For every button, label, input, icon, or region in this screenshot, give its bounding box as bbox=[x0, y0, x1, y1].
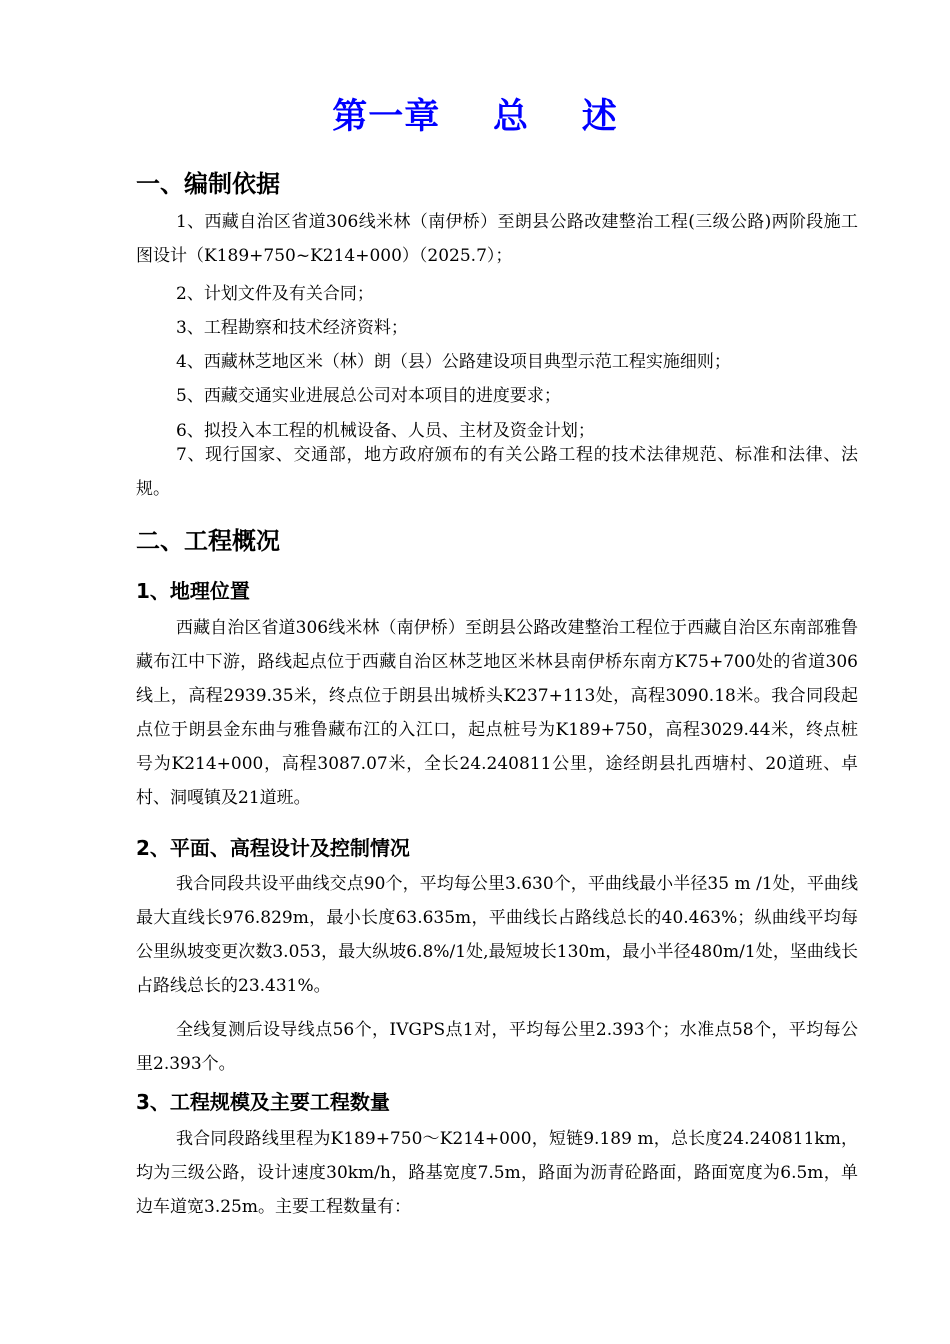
basis-item-7: 7、现行国家、交通部，地方政府颁布的有关公路工程的技术法律规范、标准和法律、法规。 bbox=[136, 445, 858, 499]
basis-item-3: 3、工程勘察和技术经济资料； bbox=[176, 318, 408, 338]
section-heading-overview: 二、工程概况 bbox=[136, 527, 280, 555]
design-paragraph-1: 我合同段共设平曲线交点90个，平均每公里3.630个，平曲线最小半径35 m /1处，平曲线最大直线长976.829m，最小长度63.635m，平曲线长占路线总长的40.463%；纵曲线平均每公里纵坡变更次数3.053，最大纵坡6.8%/1处,最短坡长130m，最小半径480m/1处，坚曲线长占路线总长的23.431%。 bbox=[136, 874, 858, 996]
subsection-heading-scale: 3、工程规模及主要工程数量 bbox=[136, 1090, 390, 1114]
basis-item-5: 5、西藏交通实业进展总公司对本项目的进度要求； bbox=[176, 386, 561, 406]
chapter-title: 第一章 总 述 bbox=[332, 97, 618, 137]
scale-paragraph: 我合同段路线里程为K189+750～K214+000，短链9.189 m，总长度24.240811km，均为三级公路，设计速度30km/h，路基宽度7.5m，路面为沥青砼路面，路面宽度为6.5m，单边车道宽3.25m。主要工程数量有： bbox=[136, 1129, 858, 1217]
basis-item-6: 6、拟投入本工程的机械设备、人员、主材及资金计划； bbox=[176, 421, 595, 441]
subsection-heading-location: 1、地理位置 bbox=[136, 579, 250, 603]
basis-item-4: 4、西藏林芝地区米（林）朗（县）公路建设项目典型示范工程实施细则； bbox=[176, 352, 731, 372]
basis-item-1: 1、西藏自治区省道306线米林（南伊桥）至朗县公路改建整治工程(三级公路)两阶段施工图设计（K189+750~K214+000）（2025.7）； bbox=[136, 212, 858, 266]
section-heading-basis: 一、编制依据 bbox=[136, 170, 280, 198]
design-paragraph-2: 全线复测后设导线点56个，IVGPS点1对，平均每公里2.393个；水准点58个，平均每公里2.393个。 bbox=[136, 1020, 858, 1074]
location-paragraph: 西藏自治区省道306线米林（南伊桥）至朗县公路改建整治工程位于西藏自治区东南部雅鲁藏布江中下游，路线起点位于西藏自治区林芝地区米林县南伊桥东南方K75+700处的省道306线上，高程2939.35米，终点位于朗县出城桥头K237+113处，高程3090.18米。我合同段起点位于朗县金东曲与雅鲁藏布江的入江口，起点桩号为K189+750，高程3029.44米，终点桩号为K214+000，高程3087.07米，全长24.240811公里，途经朗县扎西塘村、20道班、卓村、洞嘎镇及21道班。 bbox=[136, 618, 858, 808]
basis-item-2: 2、计划文件及有关合同； bbox=[176, 284, 374, 304]
subsection-heading-design: 2、平面、高程设计及控制情况 bbox=[136, 836, 410, 860]
